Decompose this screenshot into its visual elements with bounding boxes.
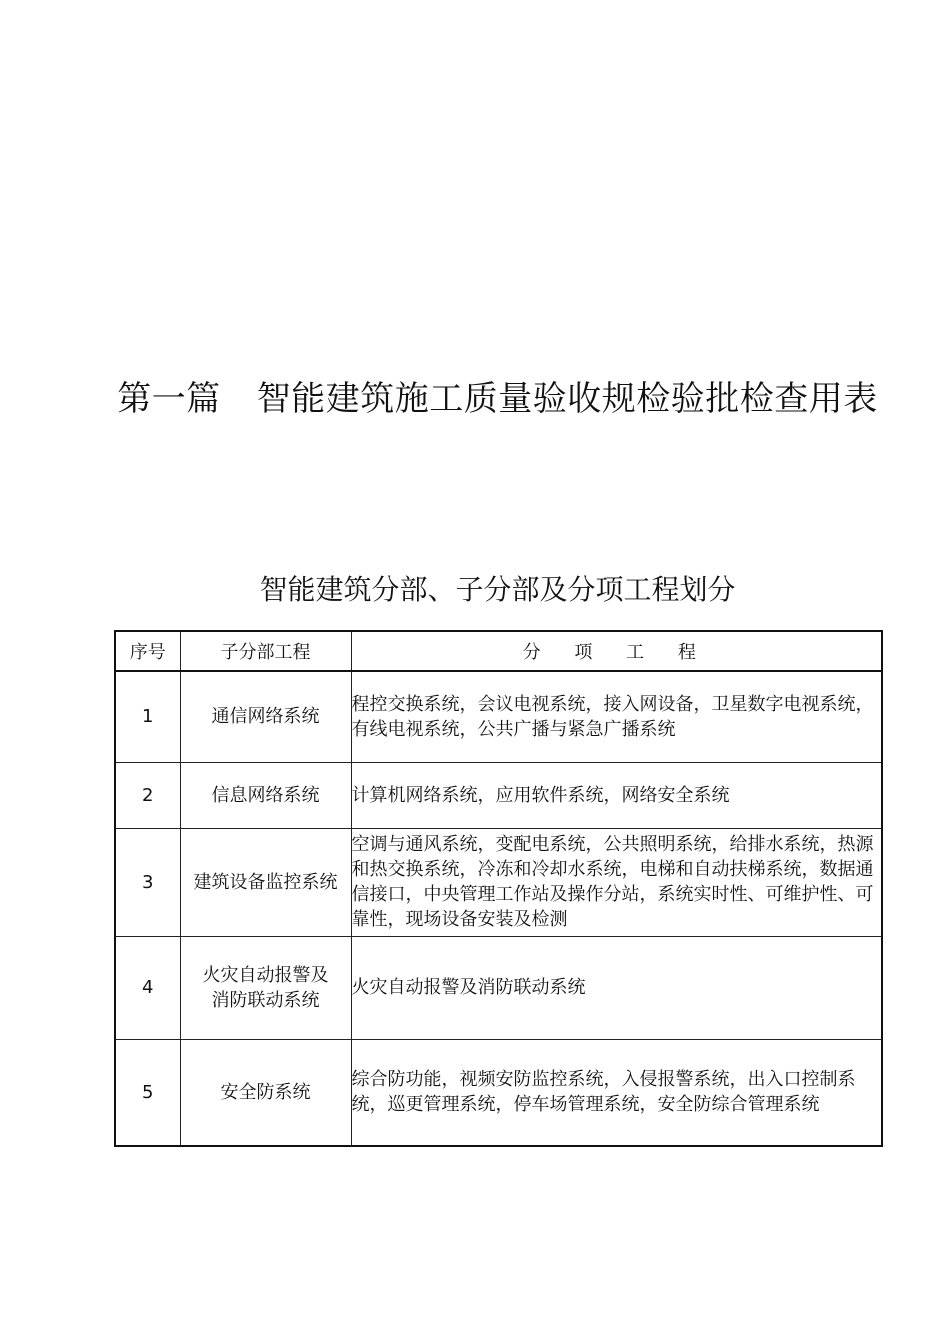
row-num: 1 [115, 671, 180, 762]
row-items: 计算机网络系统，应用软件系统，网络安全系统 [351, 762, 882, 828]
row-items: 程控交换系统，会议电视系统，接入网设备，卫星数字电视系统，有线电视系统，公共广播与紧急广播系统 [351, 671, 882, 762]
row-num: 4 [115, 936, 180, 1039]
row-subsection: 安全防系统 [180, 1039, 351, 1146]
title-part-number: 第一篇 [117, 379, 221, 419]
row-subsection: 信息网络系统 [180, 762, 351, 828]
header-items: 分 项 工 程 [351, 631, 882, 671]
table-title: 智能建筑分部、子分部及分项工程划分 [259, 573, 736, 606]
header-num: 序号 [115, 631, 180, 671]
header-subsection: 子分部工程 [180, 631, 351, 671]
table-row [115, 671, 882, 762]
row-items: 火灾自动报警及消防联动系统 [351, 936, 882, 1039]
row-items: 综合防功能，视频安防监控系统，入侵报警系统，出入口控制系统，巡更管理系统，停车场管理系统，安全防综合管理系统 [351, 1039, 882, 1146]
row-num: 5 [115, 1039, 180, 1146]
row-subsection: 建筑设备监控系统 [180, 828, 351, 936]
title-text: 智能建筑施工质量验收规检验批检查用表 [256, 379, 878, 419]
table-row [115, 936, 882, 1039]
table-row [115, 762, 882, 828]
row-subsection: 通信网络系统 [180, 671, 351, 762]
row-items: 空调与通风系统，变配电系统，公共照明系统，给排水系统，热源和热交换系统，冷冻和冷却水系统，电梯和自动扶梯系统，数据通信接口，中央管理工作站及操作分站，系统实时性、可维护性、可靠性，现场设备安装及检测 [351, 828, 882, 936]
document-title [110, 368, 885, 430]
table-header-row [115, 631, 882, 671]
row-subsection-line: 消防联动系统 [211, 989, 320, 1011]
table-row [115, 828, 882, 936]
row-subsection-line: 火灾自动报警及 [202, 964, 329, 986]
row-subsection [180, 936, 351, 1039]
division-table [114, 630, 883, 1147]
row-num: 3 [115, 828, 180, 936]
row-num: 2 [115, 762, 180, 828]
table-row [115, 1039, 882, 1146]
